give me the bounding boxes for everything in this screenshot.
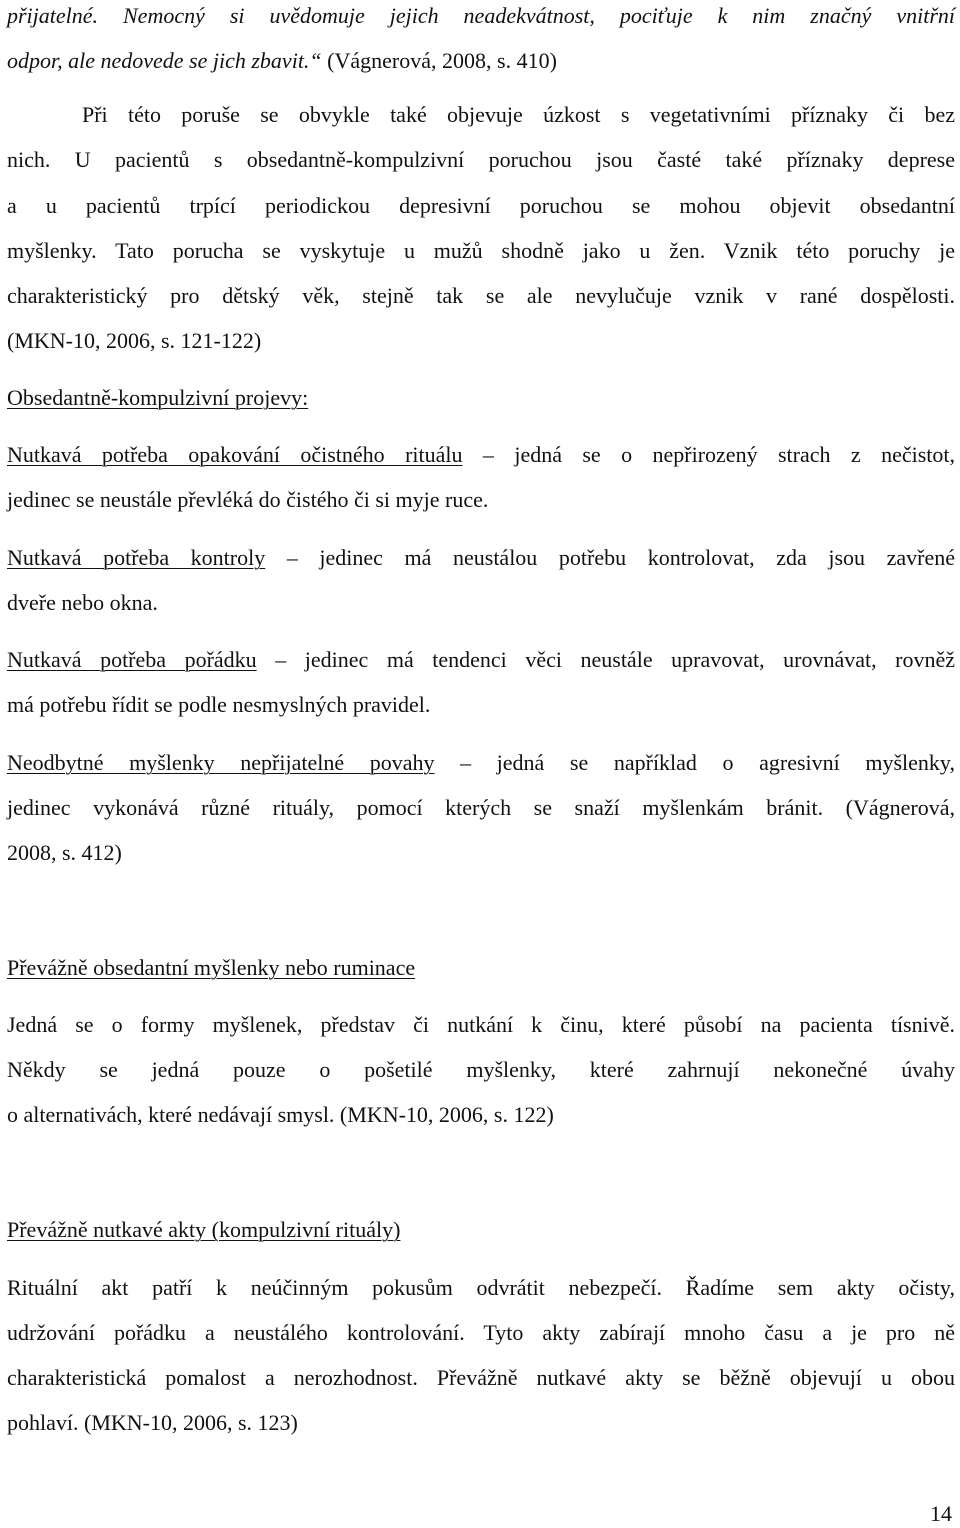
paragraph-2-line-1: Jedná se o formy myšlenek, představ či nutkání k činu, které působí na pacienta tísnivě. [7, 1012, 955, 1037]
paragraph-3-line-2: udržování pořádku a neustálého kontrolování. Tyto akty zabírají mnoho času a je pro ně [7, 1320, 955, 1345]
paragraph-1-line-3: a u pacientů trpící periodickou depresivní poruchou se mohou objevit obsedantní [7, 193, 955, 218]
symptom-2-title: Nutkavá potřeba kontroly [7, 545, 266, 570]
paragraph-2-line-2: Někdy se jedná pouze o pošetilé myšlenky, které zahrnují nekonečné úvahy [7, 1057, 955, 1082]
symptom-4-line-2: jedinec vykonává různé rituály, pomocí kterých se snaží myšlenkám bránit. (Vágnerová, [7, 795, 955, 820]
quote-citation: (Vágnerová, 2008, s. 410) [321, 48, 557, 73]
heading-nutkave-akty: Převážně nutkavé akty (kompulzivní rituály) [7, 1217, 401, 1242]
symptom-4-title: Neodbytné myšlenky nepřijatelné povahy [7, 750, 435, 775]
symptom-1-line-1: Nutkavá potřeba opakování očistného rituálu – jedná se o nepřirozený strach z nečistot, [7, 442, 956, 467]
symptom-3-line-1: Nutkavá potřeba pořádku – jedinec má tendenci věci neustále upravovat, urovnávat, rovněž [7, 647, 955, 672]
symptom-4-line-3: 2008, s. 412) [7, 840, 122, 865]
symptom-2-line-1: Nutkavá potřeba kontroly – jedinec má neustálou potřebu kontrolovat, zda jsou zavřené [7, 545, 955, 570]
symptom-1-title: Nutkavá potřeba opakování očistného rituálu [7, 442, 463, 467]
symptom-4-line-1: Neodbytné myšlenky nepřijatelné povahy – jedná se například o agresivní myšlenky, [7, 750, 955, 775]
paragraph-3-line-4: pohlaví. (MKN-10, 2006, s. 123) [7, 1410, 298, 1435]
section-heading-projevy: Obsedantně-kompulzivní projevy: [7, 385, 309, 410]
paragraph-1-line-1: Při této poruše se obvykle také objevuje úzkost s vegetativními příznaky či bez [82, 102, 955, 127]
quote-end: odpor, ale nedovede se jich zbavit.“ [7, 48, 322, 73]
paragraph-1-line-4: myšlenky. Tato porucha se vyskytuje u mužů shodně jako u žen. Vznik této poruchy je [7, 238, 955, 263]
symptom-3-line-2: má potřebu řídit se podle nesmyslných pravidel. [7, 692, 431, 717]
paragraph-1-line-5: charakteristický pro dětský věk, stejně tak se ale nevylučuje vznik v rané dospělosti. [7, 283, 955, 308]
paragraph-1-line-2: nich. U pacientů s obsedantně-kompulzivní poruchou jsou časté také příznaky deprese [7, 147, 955, 172]
paragraph-2-line-3: o alternativách, které nedávají smysl. (MKN-10, 2006, s. 122) [7, 1102, 554, 1127]
paragraph-1-line-6: (MKN-10, 2006, s. 121-122) [7, 328, 262, 353]
symptom-2-line-2: dveře nebo okna. [7, 590, 158, 615]
quote-line-2 [7, 47, 955, 75]
symptom-3-title: Nutkavá potřeba pořádku [7, 647, 257, 672]
heading-obsedantni-myslenky: Převážně obsedantní myšlenky nebo ruminace [7, 955, 416, 980]
page-number: 14 [930, 1501, 952, 1526]
paragraph-3-line-3: charakteristická pomalost a nerozhodnost. Převážně nutkavé akty se běžně objevují u obou [7, 1365, 955, 1390]
paragraph-3-line-1: Rituální akt patří k neúčinným pokusům odvrátit nebezpečí. Řadíme sem akty očisty, [7, 1275, 955, 1300]
symptom-1-line-2: jedinec se neustále převléká do čistého či si myje ruce. [7, 487, 489, 512]
quote-line-1: přijatelné. Nemocný si uvědomuje jejich neadekvátnost, pociťuje k nim značný vnitřní [7, 3, 955, 28]
